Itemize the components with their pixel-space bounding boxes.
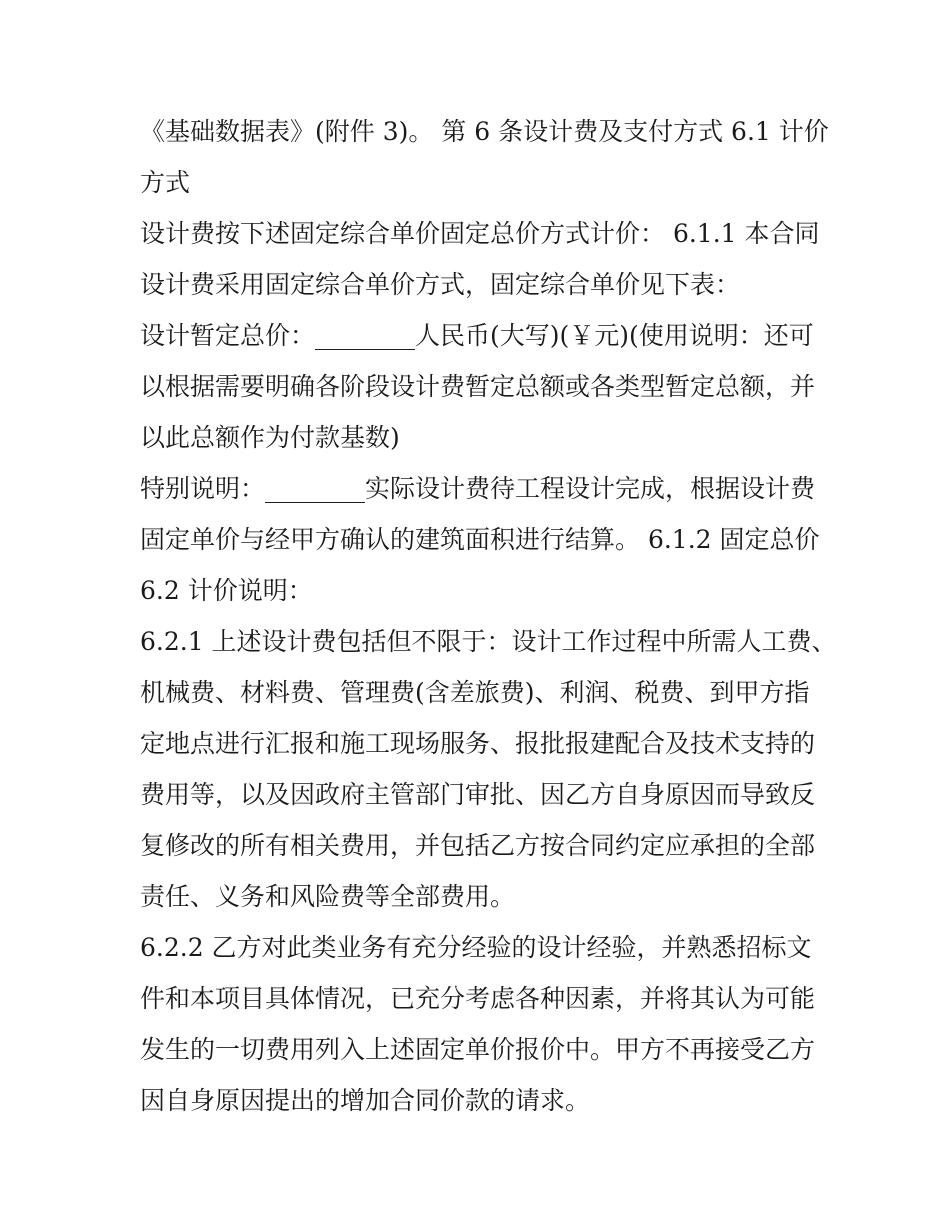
text-line: 费用等，以及因政府主管部门审批、因乙方自身原因而导致反 <box>140 780 816 809</box>
text-line: 6.2.2 乙方对此类业务有充分经验的设计经验，并熟悉招标文 <box>140 933 812 962</box>
text-line: 《基础数据表》(附件 3)。 第 6 条设计费及支付方式 6.1 计价 <box>140 117 829 146</box>
text-line: 设计费采用固定综合单价方式，固定综合单价见下表： <box>140 270 741 299</box>
text-line: 定地点进行汇报和施工现场服务、报批报建配合及技术支持的 <box>140 729 816 758</box>
text-line: 以根据需要明确各阶段设计费暂定总额或各类型暂定总额，并 <box>140 372 816 401</box>
text-line: 6.2.1 上述设计费包括但不限于：设计工作过程中所需人工费、 <box>140 627 837 656</box>
text-line: 固定单价与经甲方确认的建筑面积进行结算。 6.1.2 固定总价 <box>140 525 820 554</box>
document-body <box>140 106 837 1126</box>
text-line: 设计费按下述固定综合单价固定总价方式计价： 6.1.1 本合同 <box>140 219 820 248</box>
text-line: 责任、义务和风险费等全部费用。 <box>140 882 516 911</box>
text-line: 设计暂定总价：________人民币(大写)(￥元)(使用说明：还可 <box>140 321 814 350</box>
text-line: 发生的一切费用列入上述固定单价报价中。甲方不再接受乙方 <box>140 1035 816 1064</box>
text-line: 方式 <box>140 168 191 197</box>
text-line: 以此总额作为付款基数) <box>140 423 400 452</box>
text-line: 特别说明：________实际设计费待工程设计完成，根据设计费 <box>140 474 816 503</box>
text-line: 机械费、材料费、管理费(含差旅费)、利润、税费、到甲方指 <box>140 678 810 707</box>
text-line: 复修改的所有相关费用，并包括乙方按合同约定应承担的全部 <box>140 831 816 860</box>
text-line: 件和本项目具体情况，已充分考虑各种因素，并将其认为可能 <box>140 984 816 1013</box>
text-line: 因自身原因提出的增加合同价款的请求。 <box>140 1086 591 1115</box>
text-line: 6.2 计价说明： <box>140 576 313 605</box>
